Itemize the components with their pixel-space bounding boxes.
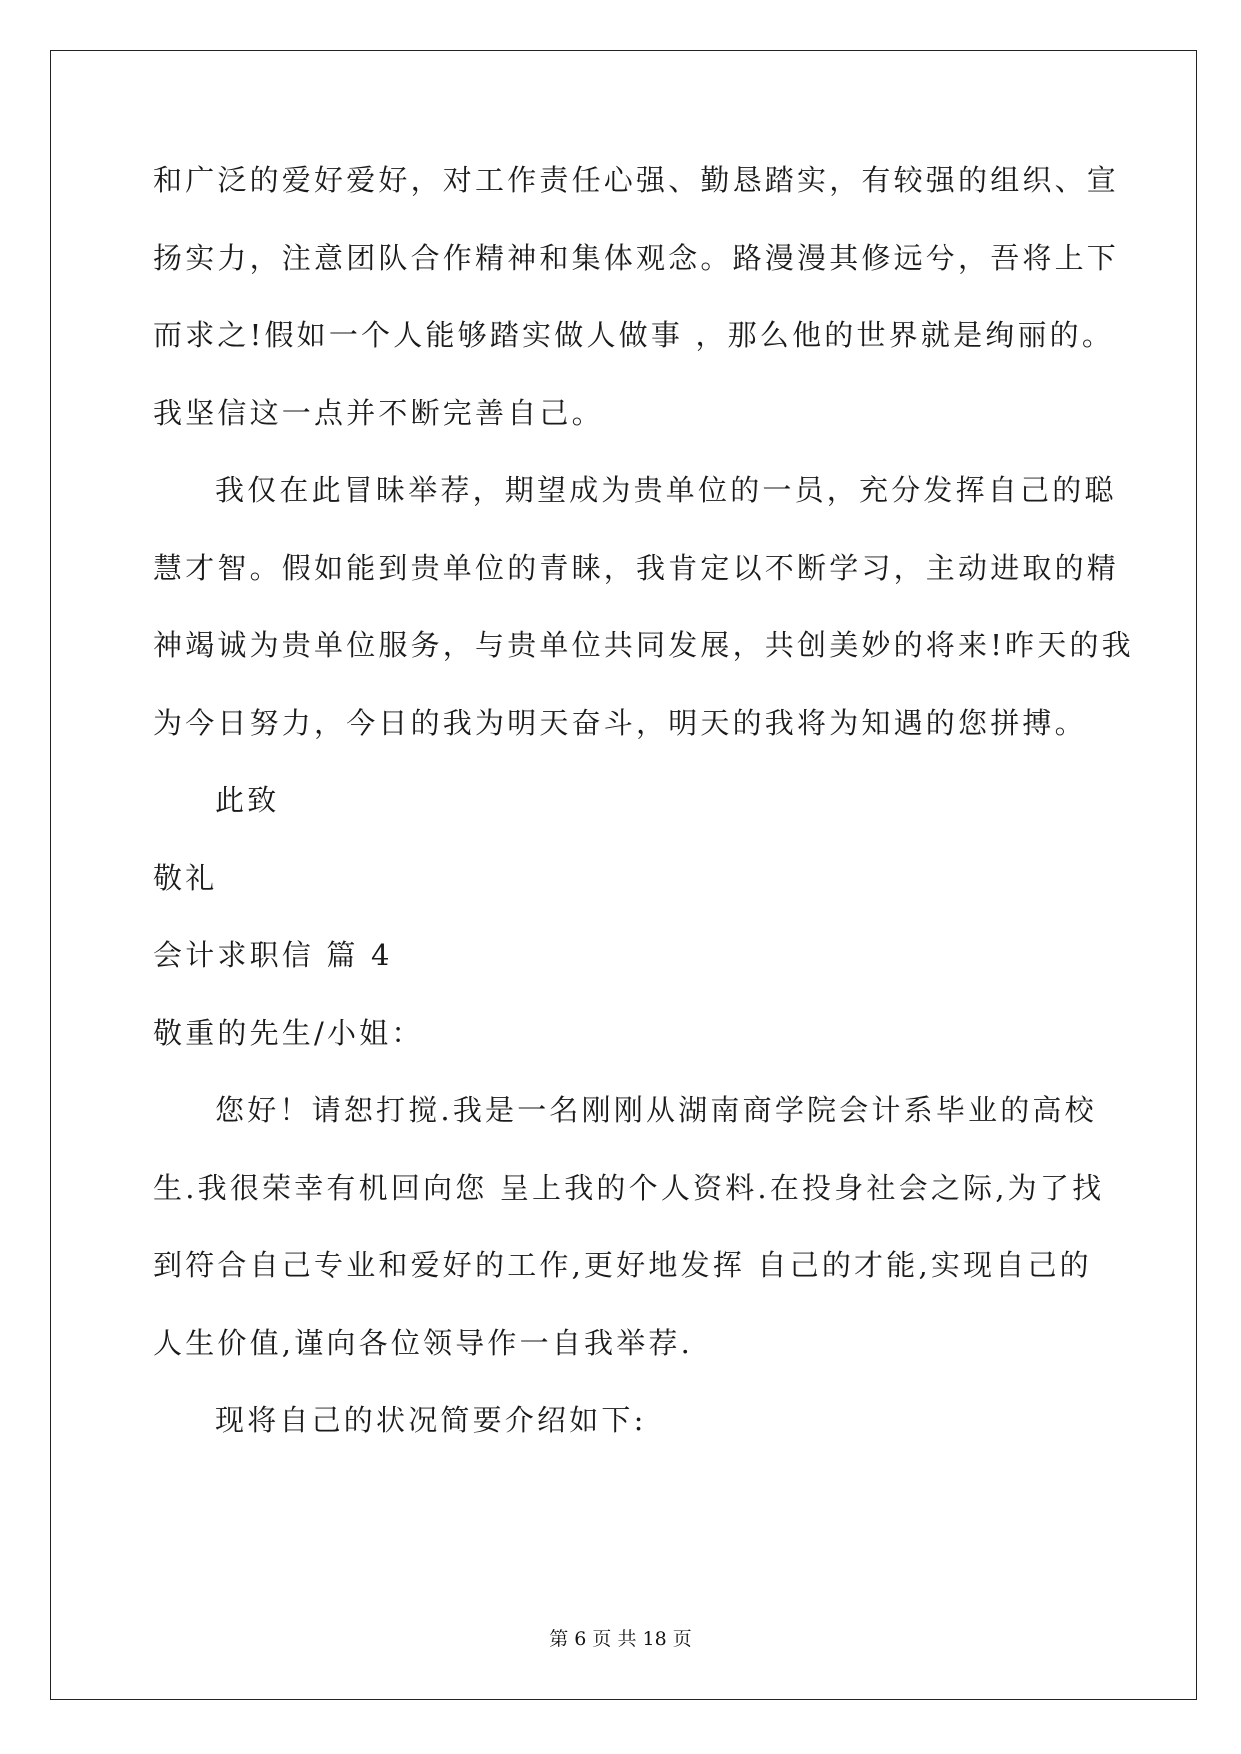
document-body xyxy=(153,160,1134,1478)
salutation-closing: 此致 xyxy=(215,783,280,817)
text-line: 和广泛的爱好爱好，对工作责任心强、勤恳踏实，有较强的组织、宣 xyxy=(153,163,1120,197)
text-line: 扬实力，注意团队合作精神和集体观念。路漫漫其修远兮，吾将上下 xyxy=(153,240,1120,275)
section-heading: 会计求职信 篇 4 xyxy=(153,938,393,972)
text-line: 我坚信这一点并不断完善自己。 xyxy=(153,395,604,430)
letter-greeting: 敬重的先生/小姐： xyxy=(153,1015,424,1050)
text-line: 现将自己的状况简要介绍如下: xyxy=(215,1403,647,1437)
text-line: 您好！请恕打搅.我是一名刚刚从湖南商学院会计系毕业的高校 xyxy=(215,1093,1097,1127)
page-number-footer: 第 6 页 共 18 页 xyxy=(549,1628,692,1650)
text-line: 生.我很荣幸有机回向您 呈上我的个人资料.在投身社会之际,为了找 xyxy=(153,1170,1105,1205)
text-line: 到符合自己专业和爱好的工作,更好地发挥 自己的才能,实现自己的 xyxy=(153,1248,1092,1282)
text-line: 而求之!假如一个人能够踏实做人做事 ，那么他的世界就是绚丽的。 xyxy=(153,318,1115,352)
text-line: 为今日努力，今日的我为明天奋斗，明天的我将为知遇的您拼搏。 xyxy=(153,705,1087,740)
salutation-respect: 敬礼 xyxy=(153,860,218,895)
text-line: 我仅在此冒昧举荐，期望成为贵单位的一员，充分发挥自己的聪 xyxy=(215,473,1117,507)
text-line: 慧才智。假如能到贵单位的青睐，我肯定以不断学习，主动进取的精 xyxy=(153,550,1120,585)
text-line: 人生价值,谨向各位领导作一自我举荐. xyxy=(153,1325,694,1360)
text-line: 神竭诚为贵单位服务，与贵单位共同发展，共创美妙的将来!昨天的我 xyxy=(153,628,1134,662)
